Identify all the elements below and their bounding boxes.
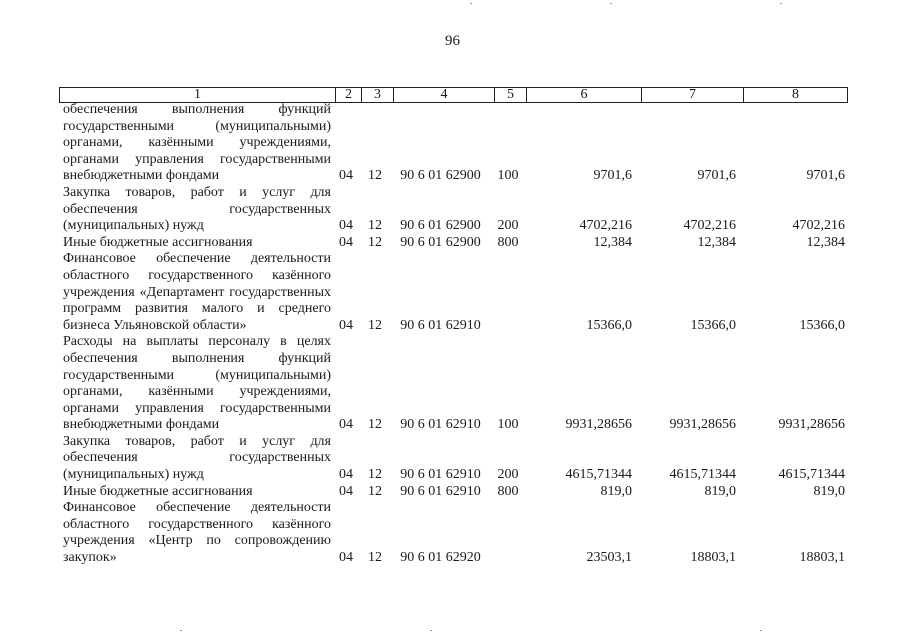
target-article-code: 90 6 01 62900	[400, 168, 481, 184]
scan-speck	[780, 3, 782, 4]
column-header-4: 4	[394, 88, 495, 103]
section-code: 04	[339, 483, 353, 499]
expense-type-code: 200	[497, 467, 519, 483]
column-header-6: 6	[527, 88, 642, 103]
expense-type-code: 800	[497, 234, 519, 250]
target-article-code: 90 6 01 62910	[400, 317, 481, 333]
row-codes	[331, 235, 849, 252]
expense-type-code: 100	[497, 168, 519, 184]
amount-col6: 15366,0	[586, 317, 632, 333]
expense-type-code	[492, 318, 524, 335]
table-row	[59, 251, 849, 334]
amount-col6: 819,0	[600, 483, 632, 499]
table-row	[59, 434, 849, 484]
subsection-code: 12	[368, 218, 382, 234]
target-article-code: 90 6 01 62900	[400, 234, 481, 250]
amount-col8: 4615,71344	[778, 467, 845, 483]
table-row	[59, 500, 849, 566]
row-description: Финансовое обеспечение деятельности областного государственного казённого учреждения «Департамент государственных программ развития малого и среднего бизнеса Ульяновской области»	[63, 251, 331, 333]
row-description: Закупка товаров, работ и услуг для обеспечения государственных (муниципальных) нужд	[63, 433, 331, 483]
amount-col6: 4702,216	[579, 218, 632, 234]
scan-speck	[180, 630, 182, 631]
budget-table-body	[59, 102, 849, 567]
section-code: 04	[339, 417, 353, 433]
amount-col7: 4702,216	[683, 218, 736, 234]
amount-col6: 9931,28656	[565, 417, 632, 433]
row-description: Иные бюджетные ассигнования	[63, 483, 253, 499]
column-header-2: 2	[336, 88, 362, 103]
amount-col8: 18803,1	[799, 550, 845, 566]
row-codes	[331, 218, 849, 235]
row-description: Закупка товаров, работ и услуг для обеспечения государственных (муниципальных) нужд	[63, 184, 331, 234]
subsection-code: 12	[368, 483, 382, 499]
target-article-code: 90 6 01 62910	[400, 483, 481, 499]
subsection-code: 12	[368, 168, 382, 184]
subsection-code: 12	[368, 467, 382, 483]
amount-col6: 9701,6	[593, 168, 632, 184]
amount-col6: 4615,71344	[565, 467, 632, 483]
scan-speck	[610, 3, 612, 4]
row-codes	[331, 417, 849, 434]
page-number: 96	[445, 33, 460, 49]
table-row	[59, 235, 849, 252]
expense-type-code: 800	[497, 483, 519, 499]
target-article-code: 90 6 01 62910	[400, 417, 481, 433]
amount-col8: 9931,28656	[778, 417, 845, 433]
section-code: 04	[339, 168, 353, 184]
target-article-code: 90 6 01 62910	[400, 467, 481, 483]
column-header-3: 3	[362, 88, 394, 103]
column-header-table	[59, 87, 848, 103]
column-header-row	[60, 88, 848, 103]
expense-type-code: 100	[497, 417, 519, 433]
amount-col8: 15366,0	[799, 317, 845, 333]
expense-type-code	[492, 550, 524, 567]
section-code: 04	[339, 550, 353, 566]
table-row	[59, 102, 849, 185]
amount-col8: 12,384	[806, 234, 845, 250]
amount-col7: 15366,0	[690, 317, 736, 333]
column-header-7: 7	[642, 88, 744, 103]
table-row	[59, 484, 849, 501]
row-description: Иные бюджетные ассигнования	[63, 234, 253, 250]
scan-speck	[760, 630, 762, 631]
amount-col8: 819,0	[813, 483, 845, 499]
amount-col8: 4702,216	[792, 218, 845, 234]
subsection-code: 12	[368, 234, 382, 250]
scan-speck	[430, 630, 432, 631]
amount-col7: 9931,28656	[669, 417, 736, 433]
subsection-code: 12	[368, 317, 382, 333]
row-codes	[331, 467, 849, 484]
row-codes	[331, 168, 849, 185]
section-code: 04	[339, 234, 353, 250]
section-code: 04	[339, 317, 353, 333]
target-article-code: 90 6 01 62920	[400, 550, 481, 566]
amount-col6: 12,384	[593, 234, 632, 250]
column-header-1: 1	[60, 88, 336, 103]
amount-col7: 12,384	[697, 234, 736, 250]
section-code: 04	[339, 218, 353, 234]
amount-col8: 9701,6	[806, 168, 845, 184]
scan-speck	[470, 3, 472, 4]
row-description: Финансовое обеспечение деятельности областного государственного казённого учреждения «Центр по сопровождению закупок»	[63, 500, 331, 566]
row-description: Расходы на выплаты персоналу в целях обеспечения выполнения функций государственными (муниципальными) органами, казёнными учреждениями, органами управления государственными внебюджетными фондами	[63, 334, 331, 433]
amount-col7: 9701,6	[697, 168, 736, 184]
row-codes	[331, 550, 849, 567]
section-code: 04	[339, 467, 353, 483]
amount-col6: 23503,1	[586, 550, 632, 566]
amount-col7: 819,0	[704, 483, 736, 499]
table-row	[59, 185, 849, 235]
column-header-5: 5	[495, 88, 527, 103]
subsection-code: 12	[368, 417, 382, 433]
row-codes	[331, 318, 849, 335]
target-article-code: 90 6 01 62900	[400, 218, 481, 234]
amount-col7: 18803,1	[690, 550, 736, 566]
subsection-code: 12	[368, 550, 382, 566]
expense-type-code: 200	[497, 218, 519, 234]
table-row	[59, 334, 849, 434]
column-header-8: 8	[744, 88, 848, 103]
row-description: обеспечения выполнения функций государственными (муниципальными) органами, казёнными учреждениями, органами управления государственными внебюджетными фондами	[63, 102, 331, 184]
row-codes	[331, 484, 849, 501]
amount-col7: 4615,71344	[669, 467, 736, 483]
